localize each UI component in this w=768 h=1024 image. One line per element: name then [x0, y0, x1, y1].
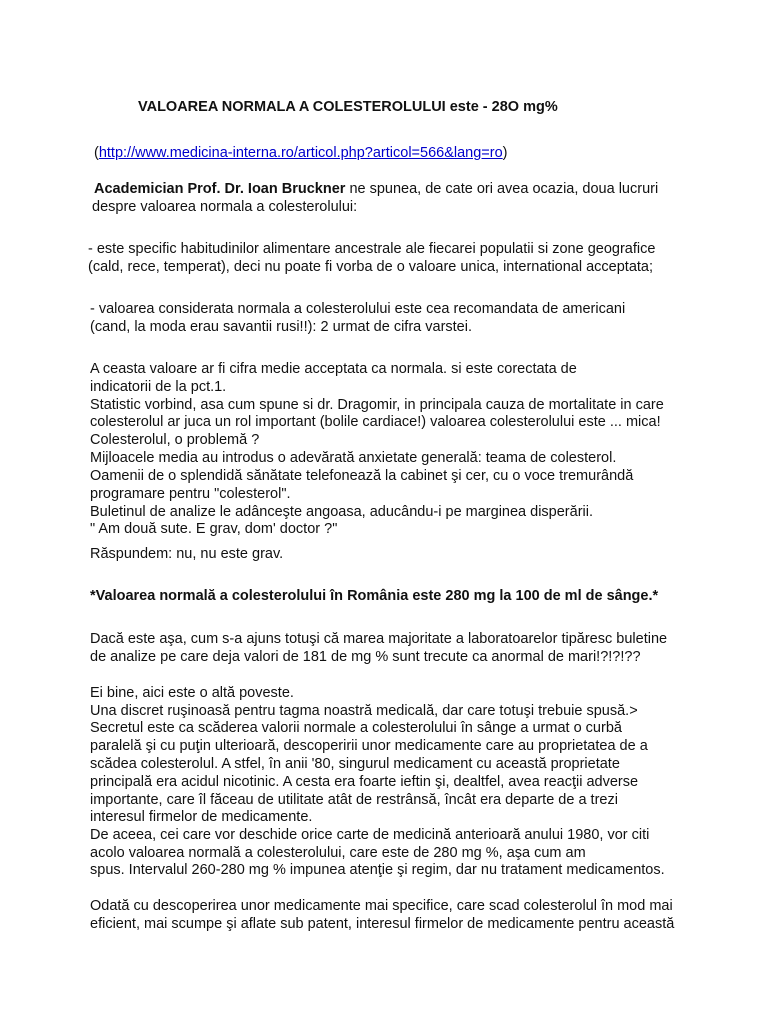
story-line: principală era acidul nicotinic. A cesta era foarte ieftin şi, dealtfel, avea reacţii adverse: [90, 774, 639, 790]
highlight-line: *Valoarea normală a colesterolului în România este 280 mg la 100 de ml de sânge.*: [90, 588, 659, 604]
question-line: de analize pe care deja valori de 181 de mg % sunt trecute ca anormal de mari!?!?!??: [90, 649, 641, 665]
story-line: Secretul este ca scăderea valorii normale a colesterolului în sânge a urmat o curbă: [90, 720, 622, 736]
story-line: acolo valoarea normală a colesterolului, care este de 280 mg %, aşa cum am: [90, 845, 586, 861]
final-line: eficient, mai scumpe şi aflate sub patent, interesul firmelor de medicamente pentru această: [90, 916, 675, 932]
document-title: VALOAREA NORMALA A COLESTEROLULUI este - 28O mg%: [138, 99, 558, 115]
paragraph-line: programare pentru "colesterol".: [90, 486, 291, 502]
intro-line-1: [94, 180, 658, 198]
story-line: Ei bine, aici este o altă poveste.: [90, 685, 294, 701]
point2-line-2: (cand, la moda erau savantii rusi!!): 2 urmat de cifra varstei.: [90, 319, 472, 335]
intro-line-2: despre valoarea normala a colesterolului:: [92, 199, 358, 215]
paragraph-line: colesterolul ar juca un rol important (bolile cardiace!) valoarea colesterolului este ... mica!: [90, 414, 661, 430]
final-line: Odată cu descoperirea unor medicamente mai specifice, care scad colesterolul în mod mai: [90, 898, 673, 914]
source-line: [94, 144, 508, 162]
story-line: spus. Intervalul 260-280 mg % impunea atenţie şi regim, dar nu tratament medicamentos.: [90, 862, 665, 878]
point2-line-1: - valoarea considerata normala a colesterolului este cea recomandata de americani: [90, 301, 626, 317]
source-open-paren: (: [94, 145, 99, 161]
question-line: Dacă este aşa, cum s-a ajuns totuşi că marea majoritate a laboratoarelor tipăresc buletine: [90, 631, 668, 647]
paragraph-line: indicatorii de la pct.1.: [90, 379, 227, 395]
paragraph-line: Colesterolul, o problemă ?: [90, 432, 260, 448]
paragraph-line: " Am două sute. E grav, dom' doctor ?": [90, 521, 338, 537]
point1-line-1: - este specific habitudinilor alimentare ancestrale ale fiecarei populatii si zone geografice: [88, 241, 656, 257]
paragraph-line: Oamenii de o splendidă sănătate telefonează la cabinet şi cer, cu o voce tremurândă: [90, 468, 634, 484]
paragraph-line: A ceasta valoare ar fi cifra medie acceptata ca normala. si este corectata de: [90, 361, 577, 377]
paragraph-line: Statistic vorbind, asa cum spune si dr. Dragomir, in principala cauza de mortalitate in care: [90, 397, 664, 413]
point1-line-2: (cald, rece, temperat), deci nu poate fi vorba de o valoare unica, international acceptata;: [88, 259, 654, 275]
intro-author: Academician Prof. Dr. Ioan Bruckner: [94, 181, 346, 197]
story-line: interesul firmelor de medicamente.: [90, 809, 313, 825]
story-line: De aceea, cei care vor deschide orice carte de medicină anterioară anului 1980, vor citi: [90, 827, 650, 843]
story-line: importante, care îl făceau de utilitate atât de restrânsă, încât era departe de a trezi: [90, 792, 618, 808]
answer-line: Răspundem: nu, nu este grav.: [90, 546, 284, 562]
source-close-paren: ): [502, 145, 508, 161]
source-link[interactable]: http://www.medicina-interna.ro/articol.php?articol=566&lang=ro: [98, 145, 503, 161]
intro-line1-rest: ne spunea, de cate ori avea ocazia, doua lucruri: [345, 181, 659, 197]
paragraph-line: Mijloacele media au introdus o adevărată anxietate generală: teama de colesterol.: [90, 450, 617, 466]
story-line: Una discret ruşinoasă pentru tagma noastră medicală, dar care totuşi trebuie spusă.>: [90, 703, 638, 719]
paragraph-line: Buletinul de analize le adânceşte angoasa, aducându-i pe marginea disperării.: [90, 504, 594, 520]
story-line: scădea colesterolul. A stfel, în anii '80, singurul medicament cu această proprietate: [90, 756, 620, 772]
story-line: paralelă şi cu puţin ulterioară, descoperirii unor medicamente care au proprietatea de a: [90, 738, 648, 754]
